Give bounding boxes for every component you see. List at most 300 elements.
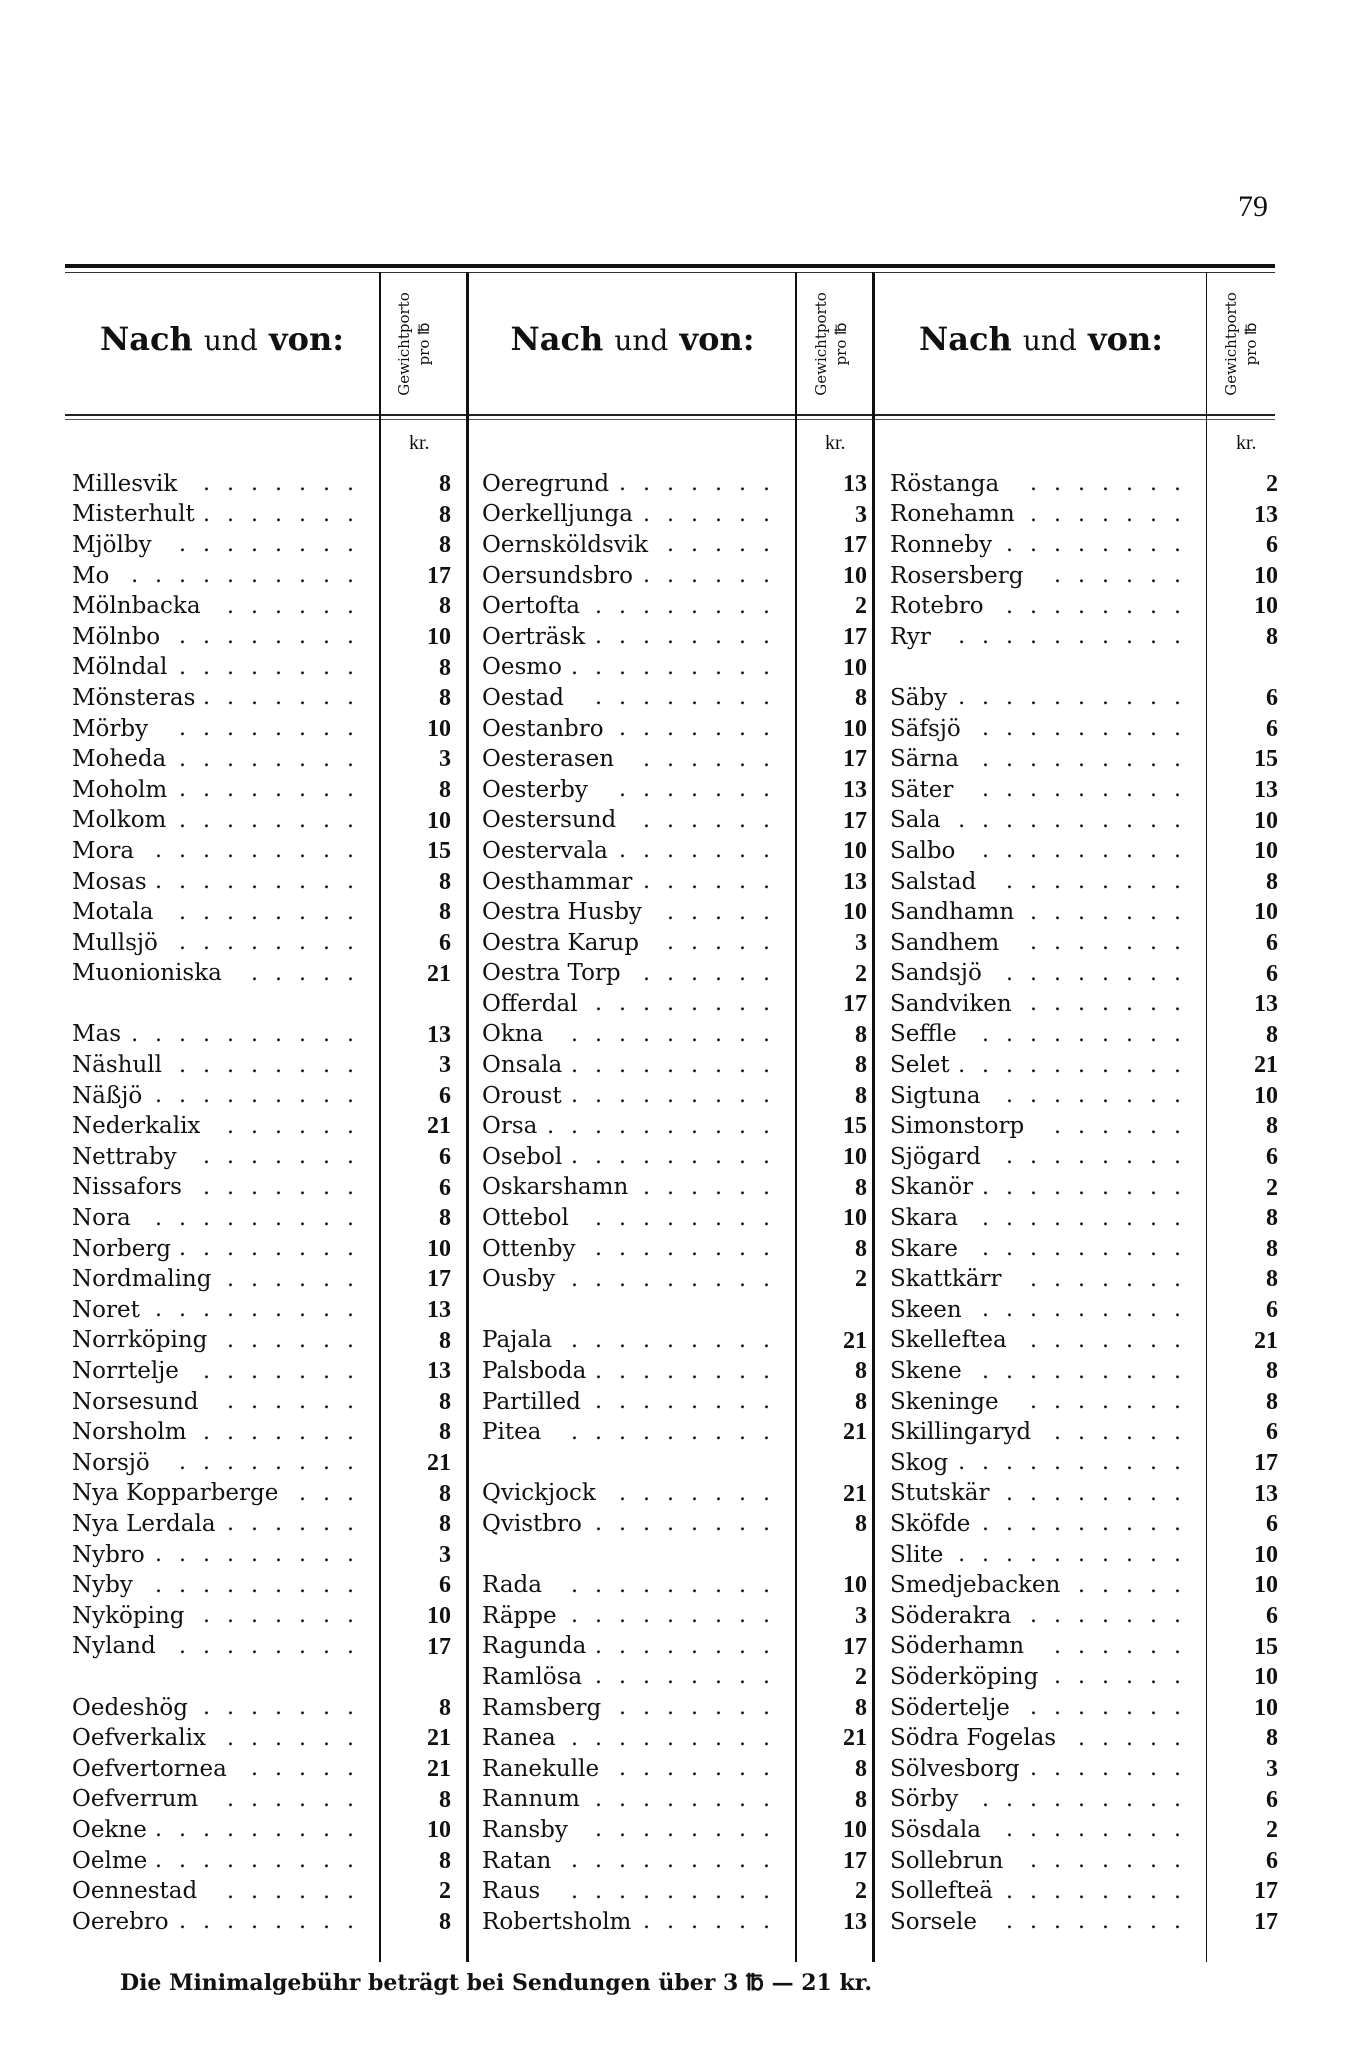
place-name: Ragunda xyxy=(482,1633,587,1660)
place-name: Simonstorp xyxy=(890,1113,1025,1140)
place-name: Sandsjö xyxy=(890,960,982,987)
table-row xyxy=(72,1448,451,1479)
place-name: Norrtelje xyxy=(72,1358,179,1385)
postage-value: 17 xyxy=(427,1266,451,1293)
dot-leader: ......... xyxy=(155,1817,371,1843)
table-row xyxy=(482,1601,867,1632)
dot-leader-area xyxy=(172,747,371,773)
postage-value: 8 xyxy=(855,1021,867,1048)
place-name: Robertsholm xyxy=(482,1908,632,1935)
table-row xyxy=(890,1479,1278,1510)
postage-value: 8 xyxy=(1266,1021,1278,1048)
dot-leader: ...... xyxy=(227,1511,371,1537)
table-row xyxy=(72,806,451,837)
table-row xyxy=(482,530,867,561)
place-name: Säter xyxy=(890,776,954,803)
dot-leader-area xyxy=(614,838,787,864)
dot-leader: ...... xyxy=(227,1327,371,1353)
postage-value: 3 xyxy=(439,1052,451,1079)
dot-leader-area xyxy=(548,1573,787,1599)
table-row xyxy=(890,928,1278,959)
postage-value: 8 xyxy=(439,685,451,712)
place-name: Oennestad xyxy=(72,1878,198,1905)
dot-leader: ......... xyxy=(571,1603,787,1629)
dot-leader: ....... xyxy=(203,1174,371,1200)
postage-value: 3 xyxy=(855,1602,867,1629)
postage-value: 3 xyxy=(855,929,867,956)
table-row xyxy=(890,1050,1278,1081)
table-row xyxy=(72,714,451,745)
header-nach: Nach xyxy=(918,320,1012,358)
table-row xyxy=(890,867,1278,898)
dot-leader-area xyxy=(183,1144,371,1170)
postage-value: 8 xyxy=(439,1786,451,1813)
dot-leader-area xyxy=(968,1297,1198,1323)
dot-leader: ......... xyxy=(571,1266,787,1292)
place-name: Noret xyxy=(72,1296,140,1323)
postage-value: 17 xyxy=(843,623,867,650)
place-name: Oelme xyxy=(72,1847,148,1874)
postage-value: 8 xyxy=(855,1082,867,1109)
dot-leader: ........ xyxy=(179,532,371,558)
table-row xyxy=(482,1020,867,1051)
table-row xyxy=(482,1111,867,1142)
dot-leader: ..... xyxy=(251,1756,371,1782)
dot-leader: ....... xyxy=(1030,899,1198,925)
table-row xyxy=(72,1846,451,1877)
dot-leader-area xyxy=(956,1053,1198,1079)
dot-leader-area xyxy=(574,1817,787,1843)
dot-leader: ...... xyxy=(1054,563,1198,589)
place-name: Säby xyxy=(890,684,948,711)
table-row xyxy=(72,500,451,531)
dot-leader-area xyxy=(1026,1756,1198,1782)
column-divider xyxy=(466,272,469,1962)
dot-leader: ....... xyxy=(203,1358,371,1384)
table-row xyxy=(72,897,451,928)
dot-leader-area xyxy=(648,900,787,926)
postage-value: 8 xyxy=(439,1480,451,1507)
table-row xyxy=(72,1326,451,1357)
dot-leader: ...... xyxy=(227,1389,371,1415)
weight-postage-label xyxy=(1221,292,1261,395)
table-row xyxy=(890,1815,1278,1846)
place-name: Muonioniska xyxy=(72,960,222,987)
dot-leader: ....... xyxy=(203,1144,371,1170)
table-row xyxy=(72,1601,451,1632)
table-row xyxy=(482,775,867,806)
table-row xyxy=(72,1142,451,1173)
dot-leader-area xyxy=(140,838,371,864)
dot-leader-area xyxy=(987,1817,1198,1843)
postage-value: 13 xyxy=(1254,991,1278,1018)
postage-value: 17 xyxy=(843,746,867,773)
place-name: Oestad xyxy=(482,684,564,711)
table-row xyxy=(890,1907,1278,1938)
dot-leader-area xyxy=(159,900,371,926)
table-row xyxy=(890,806,1278,837)
dot-leader-area xyxy=(965,747,1198,773)
table-row xyxy=(72,1387,451,1418)
postage-value: 10 xyxy=(843,1144,867,1171)
postage-value: 2 xyxy=(855,1266,867,1293)
dot-leader-area xyxy=(610,716,787,742)
dot-leader: ......... xyxy=(982,1511,1198,1537)
table-row xyxy=(482,1050,867,1081)
dot-leader-area xyxy=(967,716,1198,742)
dot-leader: ....... xyxy=(1030,1848,1198,1874)
dot-leader: ...... xyxy=(643,746,787,772)
table-row xyxy=(72,867,451,898)
place-name: Salstad xyxy=(890,868,977,895)
dot-leader-area xyxy=(964,1236,1198,1262)
table-row xyxy=(890,1387,1278,1418)
dot-leader: ....... xyxy=(1030,1603,1198,1629)
dot-leader: .......... xyxy=(131,563,371,589)
place-name: Offerdal xyxy=(482,990,578,1017)
postage-value: 8 xyxy=(1266,868,1278,895)
table-row xyxy=(72,653,451,684)
dot-leader-area xyxy=(193,1420,371,1446)
column-header-title xyxy=(470,320,795,358)
postage-value: 6 xyxy=(439,1144,451,1171)
place-name: Röstanga xyxy=(890,470,1000,497)
dot-leader-area xyxy=(568,655,787,681)
dot-leader: ........ xyxy=(595,1205,787,1231)
dot-leader-area xyxy=(999,1879,1198,1905)
top-rule xyxy=(65,264,1275,268)
per-unit-label: pro ℔ xyxy=(415,322,433,366)
place-name: Raus xyxy=(482,1878,541,1905)
dot-leader-area xyxy=(968,1359,1198,1385)
dot-leader-area xyxy=(587,1389,787,1415)
place-name: Norsholm xyxy=(72,1419,187,1446)
dot-leader: ........ xyxy=(179,1052,371,1078)
dot-leader-area xyxy=(1029,563,1198,589)
dot-leader-area xyxy=(1037,1420,1198,1446)
table-row xyxy=(482,1509,867,1540)
place-name: Norberg xyxy=(72,1235,172,1262)
table-row xyxy=(72,561,451,592)
table-row xyxy=(890,1540,1278,1571)
dot-leader-area xyxy=(547,1420,787,1446)
dot-leader-area xyxy=(1044,1664,1198,1690)
place-name: Sollebrun xyxy=(890,1847,1004,1874)
dot-leader: ......... xyxy=(155,1848,371,1874)
place-name: Söderköping xyxy=(890,1663,1039,1690)
dot-leader-area xyxy=(627,961,787,987)
dot-leader: ... xyxy=(299,1480,371,1506)
dot-leader: ......... xyxy=(982,1236,1198,1262)
table-row xyxy=(890,897,1278,928)
place-name: Ramlösa xyxy=(482,1663,583,1690)
place-name: Oroust xyxy=(482,1082,562,1109)
place-name: Ramsberg xyxy=(482,1694,602,1721)
table-row xyxy=(890,1142,1278,1173)
dot-leader: ......... xyxy=(982,1297,1198,1323)
postage-value: 17 xyxy=(1254,1878,1278,1905)
dot-leader: ........ xyxy=(595,1389,787,1415)
place-name: Slite xyxy=(890,1541,944,1568)
dot-leader-area xyxy=(175,1909,371,1935)
dot-leader-area xyxy=(937,624,1198,650)
dot-leader-area xyxy=(947,808,1198,834)
place-name: Rotebro xyxy=(890,593,984,620)
table-row xyxy=(482,683,867,714)
dot-leader-area xyxy=(166,624,371,650)
dot-leader: ........ xyxy=(1006,1480,1198,1506)
table-row xyxy=(72,1754,451,1785)
dot-leader-area xyxy=(638,869,787,895)
place-name: Oestra Torp xyxy=(482,960,621,987)
table-row xyxy=(890,1111,1278,1142)
place-name: Onsala xyxy=(482,1052,563,1079)
dot-leader: ....... xyxy=(1030,1327,1198,1353)
dot-leader: .......... xyxy=(958,624,1198,650)
dot-leader-area xyxy=(654,532,787,558)
place-name: Särna xyxy=(890,746,959,773)
dot-leader: ....... xyxy=(619,1756,787,1782)
blank-row xyxy=(72,989,371,1020)
blank-row xyxy=(482,1540,787,1571)
place-name: Rosersberg xyxy=(890,562,1024,589)
table-row xyxy=(72,1356,451,1387)
postage-value: 6 xyxy=(1266,1297,1278,1324)
dot-leader-area xyxy=(1066,1573,1198,1599)
table-row xyxy=(890,1785,1278,1816)
dot-leader: ....... xyxy=(1030,1695,1198,1721)
postage-value: 21 xyxy=(1254,1052,1278,1079)
place-name: Söderhamn xyxy=(890,1633,1025,1660)
dot-leader-area xyxy=(575,1206,787,1232)
dot-leader: ......... xyxy=(571,1419,787,1445)
table-row xyxy=(482,622,867,653)
table-row xyxy=(72,1509,451,1540)
postage-value: 10 xyxy=(1254,838,1278,865)
dot-leader: ........ xyxy=(595,1511,787,1537)
dot-leader-area xyxy=(959,777,1198,803)
postage-value: 8 xyxy=(855,1786,867,1813)
place-column xyxy=(482,469,867,1938)
dot-leader-area xyxy=(588,1664,787,1690)
postage-value: 17 xyxy=(843,1633,867,1660)
dot-leader-area xyxy=(615,471,787,497)
postage-value: 8 xyxy=(439,654,451,681)
footer-note: Die Minimalgebühr beträgt bei Sendungen über 3 ℔ — 21 kr. xyxy=(120,1970,872,1996)
postage-value: 2 xyxy=(855,1878,867,1905)
postage-value: 17 xyxy=(843,807,867,834)
dot-leader-area xyxy=(1021,502,1198,528)
header-von: von: xyxy=(269,320,345,358)
postage-value: 2 xyxy=(855,960,867,987)
postage-value: 15 xyxy=(843,1113,867,1140)
currency-unit: kr. xyxy=(1236,432,1257,454)
dot-leader: ..... xyxy=(667,532,787,558)
postage-value: 10 xyxy=(1254,1541,1278,1568)
postage-value: 10 xyxy=(1254,593,1278,620)
dot-leader-area xyxy=(998,532,1198,558)
postage-value: 13 xyxy=(427,1021,451,1048)
table-row xyxy=(482,989,867,1020)
dot-leader-area xyxy=(562,1726,787,1752)
postage-value: 2 xyxy=(1266,1817,1278,1844)
postage-value: 8 xyxy=(855,1174,867,1201)
place-name: Selet xyxy=(890,1052,950,1079)
dot-leader-area xyxy=(183,471,371,497)
table-row xyxy=(72,591,451,622)
column-divider xyxy=(872,272,875,1962)
place-name: Oerkelljunga xyxy=(482,501,633,528)
place-name: Ousby xyxy=(482,1266,556,1293)
dot-leader: ....... xyxy=(619,471,787,497)
table-row xyxy=(482,1907,867,1938)
place-name: Oedeshög xyxy=(72,1694,188,1721)
dot-leader: ....... xyxy=(1030,1756,1198,1782)
place-name: Oskarshamn xyxy=(482,1174,629,1201)
dot-leader-area xyxy=(212,1726,371,1752)
table-row xyxy=(72,1203,451,1234)
table-row xyxy=(890,1846,1278,1877)
dot-leader-area xyxy=(976,1511,1198,1537)
dot-leader-area xyxy=(148,1083,371,1109)
postage-value: 10 xyxy=(843,654,867,681)
postage-value: 8 xyxy=(439,1694,451,1721)
dot-leader: ...... xyxy=(643,501,787,527)
table-row xyxy=(890,530,1278,561)
place-name: Mölndal xyxy=(72,654,168,681)
place-name: Molkom xyxy=(72,807,167,834)
place-name: Nissafors xyxy=(72,1174,182,1201)
postage-value: 21 xyxy=(843,1419,867,1446)
dot-leader-area xyxy=(591,624,787,650)
table-row xyxy=(890,1509,1278,1540)
place-name: Moheda xyxy=(72,746,167,773)
table-row xyxy=(482,1570,867,1601)
place-name: Norsesund xyxy=(72,1388,199,1415)
table-row xyxy=(890,1693,1278,1724)
postage-value: 8 xyxy=(439,1847,451,1874)
place-name: Nyköping xyxy=(72,1602,185,1629)
postage-value: 10 xyxy=(427,1602,451,1629)
table-row xyxy=(482,1693,867,1724)
place-name: Nederkalix xyxy=(72,1113,201,1140)
table-row xyxy=(482,1754,867,1785)
dot-leader: ........ xyxy=(595,1817,787,1843)
table-row xyxy=(890,1081,1278,1112)
dot-leader-area xyxy=(979,1175,1198,1201)
dot-leader-area xyxy=(1017,1603,1198,1629)
dot-leader: ....... xyxy=(619,716,787,742)
postage-value: 21 xyxy=(427,1450,451,1476)
blank-row xyxy=(482,1448,787,1479)
table-row xyxy=(72,1295,451,1326)
place-name: Skelleftea xyxy=(890,1327,1007,1354)
postage-value: 8 xyxy=(439,1388,451,1415)
top-rule-thin xyxy=(65,272,1275,273)
postage-value: 8 xyxy=(1266,1358,1278,1385)
place-name: Mullsjö xyxy=(72,929,158,956)
place-name: Mölnbacka xyxy=(72,593,201,620)
dot-leader-area xyxy=(153,869,371,895)
postage-value: 3 xyxy=(439,746,451,773)
place-column xyxy=(72,469,451,1938)
place-name: Sigtuna xyxy=(890,1082,981,1109)
dot-leader-area xyxy=(639,563,787,589)
place-name: Ryr xyxy=(890,623,931,650)
place-name: Seffle xyxy=(890,1021,957,1048)
dot-leader: ....... xyxy=(1030,930,1198,956)
table-row xyxy=(890,683,1278,714)
dot-leader: ........ xyxy=(595,1664,787,1690)
dot-leader: ......... xyxy=(982,777,1198,803)
postage-value: 17 xyxy=(1254,1450,1278,1476)
dot-leader: ........ xyxy=(595,685,787,711)
postage-value: 3 xyxy=(439,1541,451,1568)
postage-value: 13 xyxy=(843,471,867,497)
postage-value: 13 xyxy=(427,1297,451,1324)
dot-leader: ......... xyxy=(571,1083,787,1109)
dot-leader: ........ xyxy=(1006,1083,1198,1109)
dot-leader: .......... xyxy=(958,1542,1198,1568)
dot-leader-area xyxy=(188,1175,371,1201)
dot-leader-area xyxy=(1018,991,1198,1017)
place-name: Mörby xyxy=(72,715,149,742)
dot-leader-area xyxy=(115,563,371,589)
dot-leader: ...... xyxy=(227,1725,371,1751)
postage-value: 10 xyxy=(843,899,867,926)
dot-leader-area xyxy=(570,685,787,711)
dot-leader: ........ xyxy=(179,777,371,803)
place-name: Misterhult xyxy=(72,501,195,528)
postage-value: 13 xyxy=(843,1908,867,1935)
postage-value: 6 xyxy=(1266,1602,1278,1629)
dot-leader-area xyxy=(588,1511,787,1537)
table-row xyxy=(72,530,451,561)
dot-leader: ........ xyxy=(1006,1909,1198,1935)
dot-leader-area xyxy=(205,1389,371,1415)
dot-leader-area xyxy=(622,808,787,834)
postage-value: 2 xyxy=(439,1878,451,1905)
table-row xyxy=(72,1111,451,1142)
place-name: Skillingaryd xyxy=(890,1419,1032,1446)
table-row xyxy=(482,1234,867,1265)
table-row xyxy=(482,500,867,531)
place-name: Skene xyxy=(890,1358,962,1385)
place-name: Rannum xyxy=(482,1786,580,1813)
place-name: Oerträsk xyxy=(482,623,586,650)
dot-leader: ......... xyxy=(155,1205,371,1231)
table-row xyxy=(482,1632,867,1663)
postage-value: 8 xyxy=(439,471,451,497)
dot-leader: ...... xyxy=(643,807,787,833)
dot-leader: ....... xyxy=(203,501,371,527)
place-name: Nya Kopparberge xyxy=(72,1480,279,1507)
table-row xyxy=(72,959,451,990)
table-row xyxy=(890,1754,1278,1785)
weight-label: Gewichtporto xyxy=(812,292,830,396)
place-name: Sköfde xyxy=(890,1510,971,1537)
table-row xyxy=(890,959,1278,990)
dot-leader: ....... xyxy=(1030,501,1198,527)
dot-leader-area xyxy=(568,1053,787,1079)
postage-value: 10 xyxy=(843,1572,867,1599)
postage-value: 3 xyxy=(1266,1755,1278,1782)
place-name: Nordmaling xyxy=(72,1266,212,1293)
dot-leader-area xyxy=(185,1359,371,1385)
place-name: Pitea xyxy=(482,1419,542,1446)
table-row xyxy=(890,469,1278,500)
postage-value: 8 xyxy=(439,868,451,895)
